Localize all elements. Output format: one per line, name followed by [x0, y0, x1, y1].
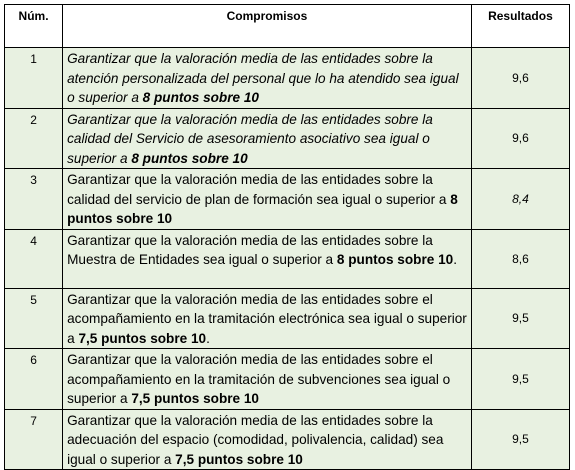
result-value: 9,5 — [471, 349, 569, 410]
commitment-body: Garantizar que la valoración media de las entidades sobre la adecuación del espacio (comodidad, polivalencia, calidad) sea igual o superior a — [67, 412, 444, 467]
table-row — [5, 108, 570, 169]
commitment-body: Garantizar que la valoración media de las entidades sobre el acompañamiento en la tramitación de subvenciones sea igual o superior a — [67, 352, 451, 406]
row-number: 2 — [5, 108, 63, 169]
table-row — [5, 229, 570, 288]
commitment-target: 8 puntos sobre 10 — [131, 150, 248, 166]
row-number: 5 — [5, 288, 63, 349]
header-resultados: Resultados — [471, 5, 569, 48]
result-value: 8,6 — [471, 229, 569, 288]
commitment-body: Garantizar que la valoración media de las entidades sobre la Muestra de Entidades sea igual o superior a — [67, 232, 433, 267]
row-number: 7 — [5, 409, 63, 470]
commitment-text — [63, 409, 472, 470]
table-row — [5, 48, 570, 109]
row-number: 1 — [5, 48, 63, 109]
result-value: 9,6 — [471, 108, 569, 169]
row-number: 3 — [5, 169, 63, 230]
compromisos-table — [4, 4, 570, 470]
commitment-body: Garantizar que la valoración media de las entidades sobre la calidad del Servicio de asesoramiento asociativo sea igual o superior a — [67, 111, 433, 166]
row-number: 6 — [5, 349, 63, 410]
table-row — [5, 409, 570, 470]
commitment-text — [63, 48, 472, 109]
header-row — [5, 5, 570, 48]
commitment-text — [63, 229, 472, 288]
commitment-text — [63, 349, 472, 410]
commitment-target: 8 puntos sobre 10 — [336, 252, 454, 267]
result-value: 9,5 — [471, 409, 569, 470]
header-num: Núm. — [5, 5, 63, 48]
commitment-tail: . — [206, 330, 210, 346]
commitment-tail: . — [453, 252, 457, 267]
commitment-body: Garantizar que la valoración media de las entidades sobre la atención personalizada del personal que lo ha atendido sea igual o superior a — [67, 51, 459, 105]
commitment-body: Garantizar que la valoración media de las entidades sobre el acompañamiento en la tramitación electrónica sea igual o superior a — [67, 291, 467, 346]
compromisos-table-container — [4, 4, 570, 470]
table-row — [5, 288, 570, 349]
commitment-text — [63, 288, 472, 349]
result-value: 8,4 — [471, 169, 569, 230]
table-row — [5, 349, 570, 410]
row-number: 4 — [5, 229, 63, 288]
commitment-text — [63, 169, 472, 230]
commitment-target: 7,5 puntos sobre 10 — [175, 451, 303, 467]
commitment-body: Garantizar que la valoración media de las entidades sobre la calidad del servicio de plan de formación sea igual o superior a — [67, 172, 451, 207]
result-value: 9,5 — [471, 288, 569, 349]
commitment-target: 7,5 puntos sobre 10 — [78, 330, 207, 346]
commitment-target: 7,5 puntos sobre 10 — [131, 391, 259, 406]
header-compromisos: Compromisos — [63, 5, 472, 48]
commitment-target: 8 puntos sobre 10 — [142, 90, 259, 105]
table-row — [5, 169, 570, 230]
result-value: 9,6 — [471, 48, 569, 109]
commitment-text — [63, 108, 472, 169]
commitment-target: 8 puntos sobre 10 — [67, 191, 458, 226]
